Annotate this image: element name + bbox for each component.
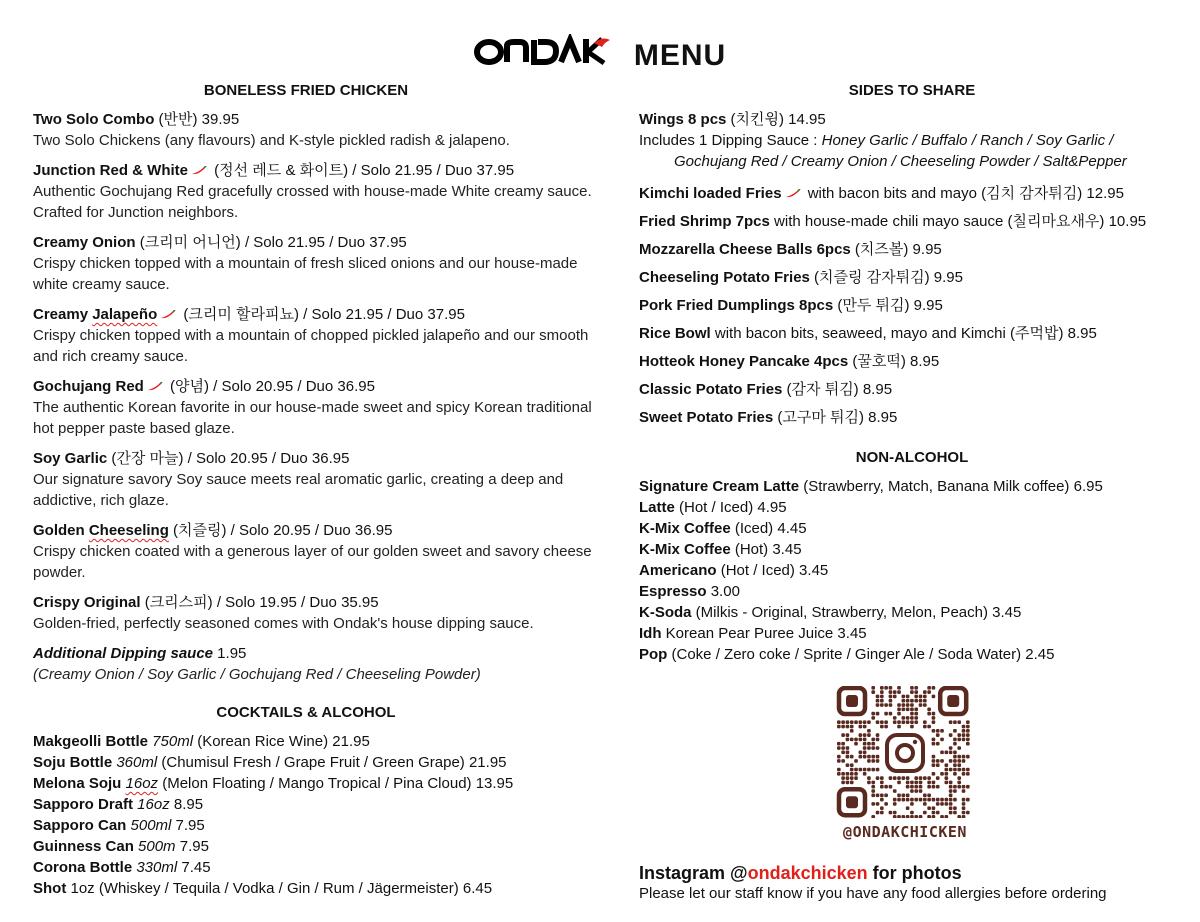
item-name: Gochujang Red: [33, 378, 144, 395]
list-item: Corona Bottle 330ml 7.45: [33, 859, 211, 876]
list-item: Cheeseling Potato Fries (치즐링 감자튀김) 9.95: [639, 269, 963, 286]
instagram-handle-link[interactable]: ondakchicken: [747, 863, 868, 883]
section-title-sides: SIDES TO SHARE: [848, 82, 976, 99]
item-description: Gochujang Red / Creamy Onion / Cheeseling Powder / Salt&Pepper: [674, 153, 1127, 170]
allergy-notice: Please let our staff know if you have any food allergies before ordering: [639, 885, 1107, 902]
qr-code-icon[interactable]: [835, 686, 973, 818]
item-description: Our signature savory Soy sauce meets real aromatic garlic, creating a deep and addictive, rich glaze.: [33, 471, 564, 509]
list-item: Melona Soju 16oz (Melon Floating / Mango Tropical / Pina Cloud) 13.95: [33, 775, 514, 792]
item-name: Crispy Original: [33, 594, 141, 611]
item-description: The authentic Korean favorite in our house-made sweet and spicy Korean traditional hot pepper paste based glaze.: [33, 399, 592, 437]
list-item: Sapporo Draft 16oz 8.95: [33, 796, 204, 813]
menu-item: [33, 643, 593, 685]
item-price: (치즐링) / Solo 20.95 / Duo 36.95: [168, 522, 393, 539]
menu-item: [33, 520, 593, 583]
item-description: Crispy chicken topped with a mountain of chopped pickled jalapeño and our smooth and rich creamy sauce.: [33, 327, 589, 365]
list-item: Makgeolli Bottle 750ml (Korean Rice Wine) 21.95: [33, 733, 370, 750]
item-description: Two Solo Chickens (any flavours) and K-style pickled radish & jalapeno.: [33, 132, 510, 149]
section-title-cocktails: COCKTAILS & ALCOHOL: [216, 704, 396, 721]
item-name: Two Solo Combo: [33, 111, 155, 128]
item-price: (간장 마늘) / Solo 20.95 / Duo 36.95: [107, 450, 350, 467]
item-description: Crispy chicken topped with a mountain of fresh sliced onions and our house-made white creamy sauce.: [33, 255, 578, 293]
item-price: 1.95: [213, 645, 247, 662]
item-price: (치킨윙) 14.95: [726, 111, 826, 128]
list-item: Americano (Hot / Iced) 3.45: [639, 562, 829, 579]
item-name: Creamy Jalapeño: [33, 306, 158, 323]
list-item: Rice Bowl with bacon bits, seaweed, mayo and Kimchi (주먹밥) 8.95: [639, 325, 1097, 342]
list-item: Pop (Coke / Zero coke / Sprite / Ginger Ale / Soda Water) 2.45: [639, 646, 1055, 663]
item-description: Golden-fried, perfectly seasoned comes with Ondak's house dipping sauce.: [33, 615, 534, 632]
item-price: (크리미 할라피뇨) / Solo 21.95 / Duo 37.95: [179, 306, 465, 323]
nonalcohol-list: [639, 476, 1194, 665]
menu-item: [33, 376, 593, 439]
menu-title: MENU: [633, 38, 727, 72]
chili-pepper-icon: [160, 310, 176, 320]
list-item: Signature Cream Latte (Strawberry, Match, Banana Milk coffee) 6.95: [639, 478, 1103, 495]
instagram-line: Instagram @ondakchicken for photos: [639, 863, 962, 883]
instagram-qr-block: [835, 686, 975, 843]
list-item: Guinness Can 500m 7.95: [33, 838, 209, 855]
list-item: Sapporo Can 500ml 7.95: [33, 817, 205, 834]
ondak-logo: [474, 34, 620, 68]
menu-item: [33, 448, 593, 511]
instagram-icon: [883, 731, 927, 775]
list-item: Espresso 3.00: [639, 583, 740, 600]
list-item: K-Mix Coffee (Iced) 4.45: [639, 520, 807, 537]
item-price: (정선 레드 & 화이트) / Solo 21.95 / Duo 37.95: [210, 162, 515, 179]
item-price: (크리스피) / Solo 19.95 / Duo 35.95: [140, 594, 379, 611]
list-item: Latte (Hot / Iced) 4.95: [639, 499, 787, 516]
menu-item: [33, 304, 593, 367]
menu-item: [33, 232, 593, 295]
header: [0, 28, 1200, 74]
list-item: Fried Shrimp 7pcs with house-made chili mayo sauce (칠리마요새우) 10.95: [639, 213, 1147, 230]
list-item: Soju Bottle 360ml (Chumisul Fresh / Grape Fruit / Green Grape) 21.95: [33, 754, 507, 771]
item-name: Wings 8 pcs: [639, 111, 727, 128]
item-description: Includes 1 Dipping Sauce : Honey Garlic / Buffalo / Ranch / Soy Garlic /: [639, 132, 1114, 149]
list-item: Kimchi loaded Fries with bacon bits and mayo (김치 감자튀김) 12.95: [639, 185, 1124, 202]
item-price: (크리미 어니언) / Solo 21.95 / Duo 37.95: [135, 234, 407, 251]
list-item: Classic Potato Fries (감자 튀김) 8.95: [639, 381, 893, 398]
item-price: (양념) / Solo 20.95 / Duo 36.95: [165, 378, 375, 395]
chili-pepper-icon: [191, 166, 207, 176]
cocktails-list: [33, 731, 593, 899]
item-name: Soy Garlic: [33, 450, 108, 467]
right-column: [639, 80, 1194, 665]
menu-item: [33, 109, 593, 151]
item-name: Golden Cheeseling: [33, 522, 169, 539]
item-description: Crispy chicken coated with a generous layer of our golden sweet and savory cheese powder.: [33, 543, 592, 581]
menu-item: [33, 592, 593, 634]
item-name: Creamy Onion: [33, 234, 136, 251]
instagram-footer: [639, 862, 1199, 904]
chili-pepper-icon: [147, 382, 163, 392]
item-name: Additional Dipping sauce: [33, 645, 214, 662]
item-name: Junction Red & White: [33, 162, 188, 179]
section-title-nonalcohol: NON-ALCOHOL: [855, 449, 969, 466]
list-item: Hotteok Honey Pancake 4pcs (꿀호떡) 8.95: [639, 353, 940, 370]
item-price: (반반) 39.95: [154, 111, 240, 128]
list-item: K-Soda (Milkis - Original, Strawberry, Melon, Peach) 3.45: [639, 604, 1022, 621]
list-item: Shot 1oz (Whiskey / Tequila / Vodka / Gin / Rum / Jägermeister) 6.45: [33, 880, 493, 897]
list-item: Mozzarella Cheese Balls 6pcs (치즈볼) 9.95: [639, 241, 942, 258]
list-item: Sweet Potato Fries (고구마 튀김) 8.95: [639, 409, 898, 426]
menu-item-wings: [639, 109, 1194, 172]
list-item: K-Mix Coffee (Hot) 3.45: [639, 541, 802, 558]
list-item: Idh Korean Pear Puree Juice 3.45: [639, 625, 867, 642]
item-description: Authentic Gochujang Red gracefully crossed with house-made White creamy sauce. Crafted for Junction neighbors.: [33, 183, 592, 221]
chili-pepper-icon: [785, 189, 801, 199]
list-item: Pork Fried Dumplings 8pcs (만두 튀김) 9.95: [639, 297, 943, 314]
item-description: (Creamy Onion / Soy Garlic / Gochujang Red / Cheeseling Powder): [33, 666, 481, 683]
menu-item: [33, 160, 593, 223]
qr-handle: @ONDAKCHICKEN: [843, 823, 967, 841]
section-title-boneless: BONELESS FRIED CHICKEN: [203, 82, 409, 99]
left-column: [33, 80, 593, 899]
